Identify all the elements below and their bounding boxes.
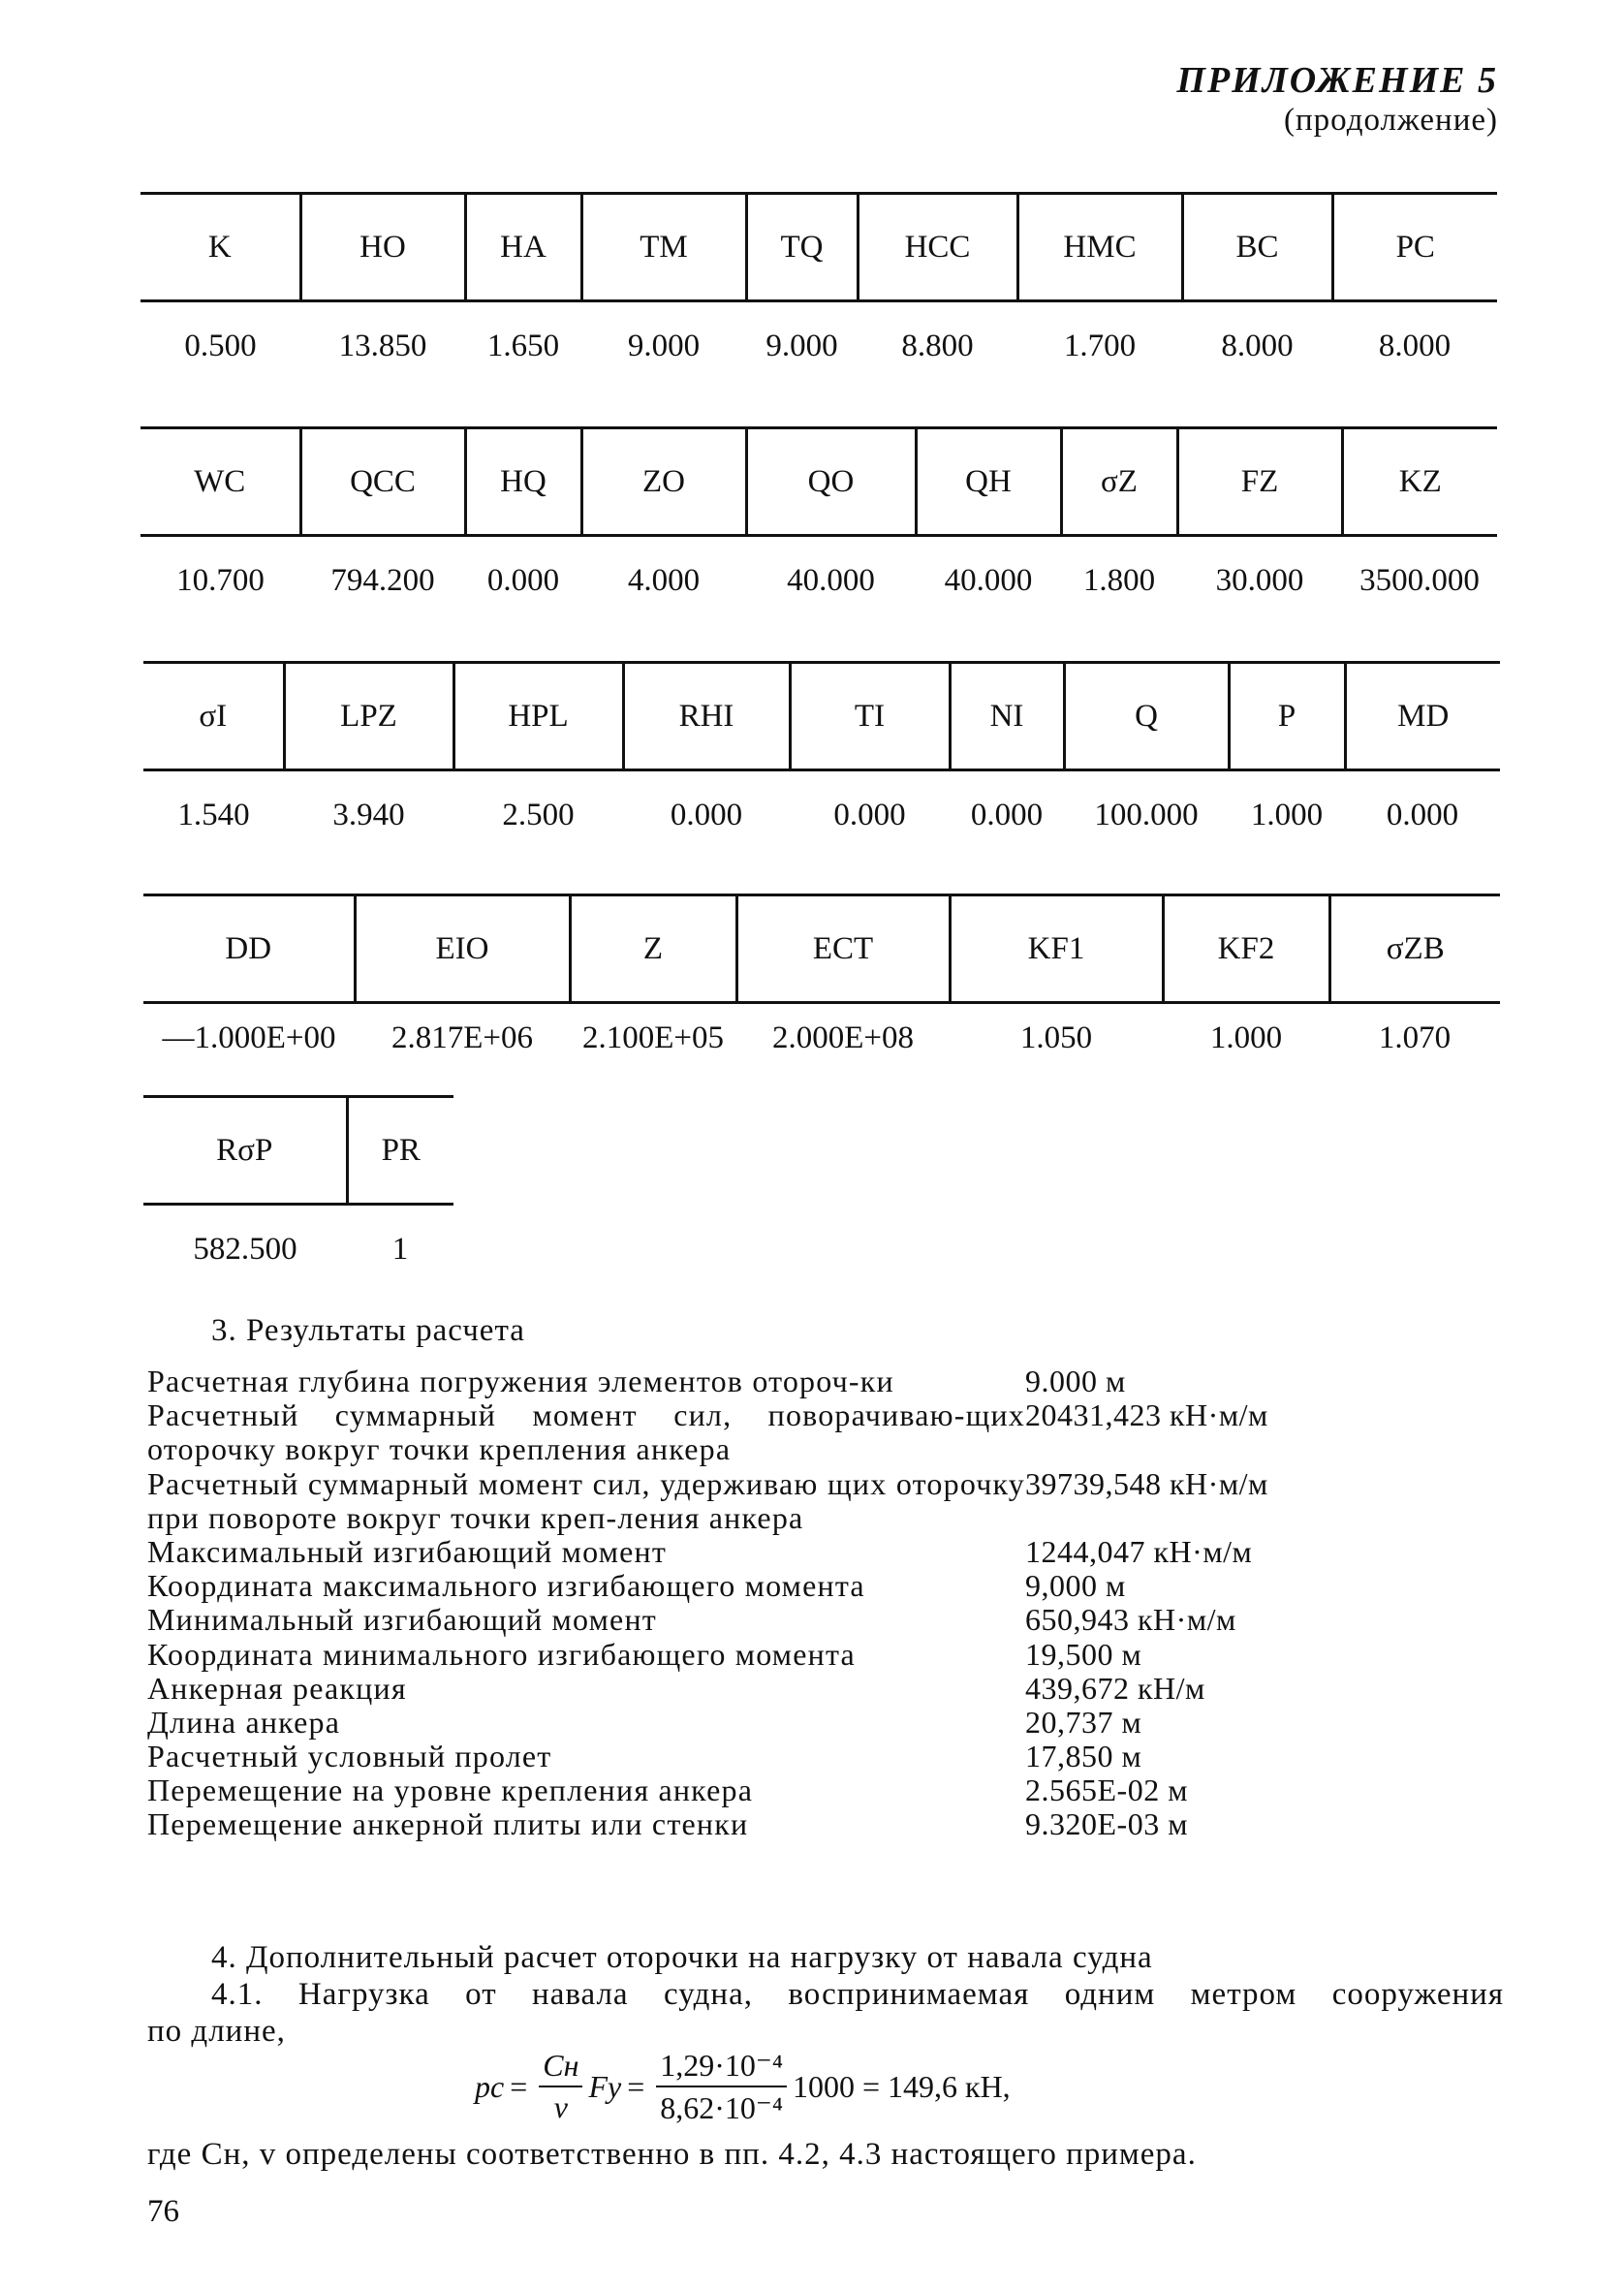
column-header: σZB <box>1329 895 1500 1003</box>
table-header-row <box>143 1097 453 1205</box>
column-header: KF2 <box>1163 895 1329 1003</box>
table-cell: 2.000E+08 <box>771 1020 915 1055</box>
result-label: Расчетный суммарный момент сил, поворачиваю-щих оторочку вокруг точки крепления анкера <box>147 1397 1025 1467</box>
column-header: Z <box>570 895 736 1003</box>
results-section-title: 3. Результаты расчета <box>211 1313 525 1348</box>
table-header-row <box>141 428 1497 536</box>
table-cell: 100.000 <box>1094 797 1199 832</box>
table-cell: 2.500 <box>502 797 575 832</box>
formula-equals: = <box>510 2068 528 2104</box>
table-cell: 3500.000 <box>1359 562 1480 598</box>
result-label: Перемещение на уровне крепления анкера <box>147 1772 754 1808</box>
column-header: TM <box>581 194 746 301</box>
table-cell: 1.650 <box>486 328 560 363</box>
table-cell: 1.000 <box>1209 1020 1283 1055</box>
table-cell: 1.800 <box>1082 562 1156 598</box>
formula-result: 1000 = 149,6 кН, <box>792 2068 1011 2104</box>
result-value: 17,850 м <box>1025 1739 1142 1774</box>
results-list <box>147 1365 1504 1842</box>
column-header: σI <box>143 663 284 770</box>
table-cell: 1.070 <box>1378 1020 1452 1055</box>
table-cell: 13.850 <box>338 328 427 363</box>
column-header: PR <box>347 1097 453 1205</box>
paragraph-line: 4.1. Нагрузка от навала судна, воспринимаемая одним метром сооружения <box>211 1977 1504 2012</box>
column-header: K <box>141 194 300 301</box>
column-header: HMC <box>1017 194 1182 301</box>
table-cell: 9.000 <box>765 328 838 363</box>
table-header-row <box>141 194 1497 301</box>
table-cell: 10.700 <box>176 562 265 598</box>
result-row <box>147 1740 1504 1773</box>
result-label: Координата минимального изгибающего момента <box>147 1636 856 1672</box>
section-4-title: 4. Дополнительный расчет оторочки на нагрузку от навала судна <box>211 1940 1153 1975</box>
column-header: QH <box>916 428 1061 536</box>
table-cell: 0.000 <box>833 797 906 832</box>
table-cell: —1.000E+00 <box>162 1020 336 1055</box>
table-cell: 0.000 <box>970 797 1044 832</box>
result-value: 2.565E-02 м <box>1025 1772 1188 1808</box>
column-header: DD <box>143 895 355 1003</box>
table-cell: 40.000 <box>787 562 875 598</box>
result-row <box>147 1638 1504 1672</box>
column-header: TQ <box>746 194 858 301</box>
column-header: ZO <box>581 428 746 536</box>
table-cell: 0.000 <box>1386 797 1459 832</box>
result-label: Расчетный условный пролет <box>147 1739 552 1774</box>
formula-equals: = <box>627 2068 645 2104</box>
result-label: Минимальный изгибающий момент <box>147 1602 657 1638</box>
fraction-denominator: 8,62·10⁻⁴ <box>660 2090 783 2125</box>
result-label: Расчетный суммарный момент сил, удерживаю щих оторочку при повороте вокруг точки креп-ления анкера <box>147 1465 1025 1535</box>
table-cell: 3.940 <box>332 797 405 832</box>
table-cell: 0.000 <box>486 562 560 598</box>
table-header-row <box>143 895 1500 1003</box>
formula-lhs: pc <box>475 2068 505 2104</box>
column-header: LPZ <box>284 663 453 770</box>
fraction-denominator: v <box>553 2089 568 2124</box>
result-row <box>147 1398 1504 1466</box>
table-value-row <box>141 536 1497 625</box>
column-header: RHI <box>623 663 790 770</box>
table-cell: 40.000 <box>944 562 1033 598</box>
appendix-title: ПРИЛОЖЕНИЕ 5 <box>1176 60 1498 101</box>
formula-fraction-numeric <box>656 2047 787 2126</box>
result-value: 39739,548 кН·м/м <box>1025 1465 1268 1501</box>
table-cell: 2.100E+05 <box>581 1020 725 1055</box>
table-header-row <box>143 663 1500 770</box>
result-row <box>147 1535 1504 1569</box>
table-cell: 8.800 <box>901 328 974 363</box>
column-header: FZ <box>1177 428 1342 536</box>
column-header: HA <box>465 194 581 301</box>
column-header: KF1 <box>950 895 1163 1003</box>
column-header: QO <box>746 428 916 536</box>
table-cell: 1.000 <box>1250 797 1324 832</box>
result-value: 1244,047 кН·м/м <box>1025 1533 1253 1569</box>
table-cell: 1 <box>391 1231 409 1267</box>
result-value: 19,500 м <box>1025 1636 1142 1672</box>
section-4-1-paragraph <box>147 1977 1504 2051</box>
result-value: 9.320E-03 м <box>1025 1806 1188 1842</box>
param-table-2 <box>141 426 1497 624</box>
column-header: P <box>1229 663 1345 770</box>
formula-fraction-symbolic <box>539 2048 582 2125</box>
table-value-row <box>141 301 1497 391</box>
fraction-numerator: Cн <box>539 2048 582 2087</box>
table-value-row <box>143 1205 453 1294</box>
table-cell: 1.540 <box>177 797 250 832</box>
table-cell: 0.500 <box>184 328 257 363</box>
result-row <box>147 1807 1504 1841</box>
column-header: ECT <box>736 895 950 1003</box>
column-header: HO <box>300 194 465 301</box>
paragraph-line: по длине, <box>147 2013 286 2049</box>
column-header: WC <box>141 428 300 536</box>
result-label: Максимальный изгибающий момент <box>147 1533 668 1569</box>
param-table-4 <box>143 894 1500 1072</box>
table-cell: 582.500 <box>193 1231 297 1267</box>
column-header: MD <box>1345 663 1500 770</box>
result-value: 20431,423 кН·м/м <box>1025 1397 1268 1433</box>
result-label: Длина анкера <box>147 1704 341 1740</box>
table-cell: 0.000 <box>670 797 743 832</box>
param-table-1 <box>141 192 1497 390</box>
result-value: 9,000 м <box>1025 1568 1126 1604</box>
table-cell: 8.000 <box>1378 328 1452 363</box>
result-value: 20,737 м <box>1025 1704 1142 1740</box>
table-value-row <box>143 1003 1500 1073</box>
column-header: PC <box>1332 194 1497 301</box>
column-header: QCC <box>300 428 465 536</box>
result-row <box>147 1706 1504 1740</box>
result-row <box>147 1467 1504 1535</box>
param-table-5 <box>143 1095 453 1293</box>
column-header: HPL <box>453 663 623 770</box>
table-cell: 794.200 <box>330 562 435 598</box>
appendix-header <box>1176 60 1498 140</box>
table-cell: 9.000 <box>627 328 701 363</box>
table-cell: 4.000 <box>627 562 701 598</box>
param-table-3 <box>143 661 1500 859</box>
result-row <box>147 1773 1504 1807</box>
result-value: 9.000 м <box>1025 1364 1126 1398</box>
formula-note: где Cн, v определены соответственно в пп. 4.2, 4.3 настоящего примера. <box>147 2137 1197 2172</box>
result-row <box>147 1603 1504 1637</box>
column-header: EIO <box>355 895 570 1003</box>
table-cell: 1.050 <box>1019 1020 1093 1055</box>
result-row <box>147 1569 1504 1603</box>
result-row <box>147 1365 1504 1398</box>
table-cell: 1.700 <box>1063 328 1137 363</box>
column-header: σZ <box>1061 428 1177 536</box>
page-number: 76 <box>147 2194 179 2229</box>
column-header: RσP <box>143 1097 347 1205</box>
result-value: 439,672 кН/м <box>1025 1670 1205 1706</box>
table-cell: 30.000 <box>1215 562 1304 598</box>
column-header: NI <box>950 663 1064 770</box>
formula-multiplier: Fy <box>588 2068 622 2104</box>
column-header: TI <box>790 663 950 770</box>
column-header: HCC <box>858 194 1017 301</box>
ship-load-formula <box>475 2047 1011 2126</box>
result-label: Анкерная реакция <box>147 1670 407 1706</box>
column-header: HQ <box>465 428 581 536</box>
column-header: KZ <box>1342 428 1497 536</box>
result-row <box>147 1672 1504 1706</box>
column-header: BC <box>1182 194 1332 301</box>
table-cell: 2.817E+06 <box>390 1020 534 1055</box>
result-label: Расчетная глубина погружения элементов отороч-ки <box>147 1364 894 1398</box>
result-label: Перемещение анкерной плиты или стенки <box>147 1806 749 1842</box>
result-label: Координата максимального изгибающего момента <box>147 1568 865 1604</box>
table-cell: 8.000 <box>1221 328 1294 363</box>
table-value-row <box>143 770 1500 860</box>
fraction-numerator: 1,29·10⁻⁴ <box>656 2047 787 2087</box>
result-value: 650,943 кН·м/м <box>1025 1602 1236 1638</box>
column-header: Q <box>1064 663 1229 770</box>
appendix-subtitle: (продолжение) <box>1284 102 1498 138</box>
